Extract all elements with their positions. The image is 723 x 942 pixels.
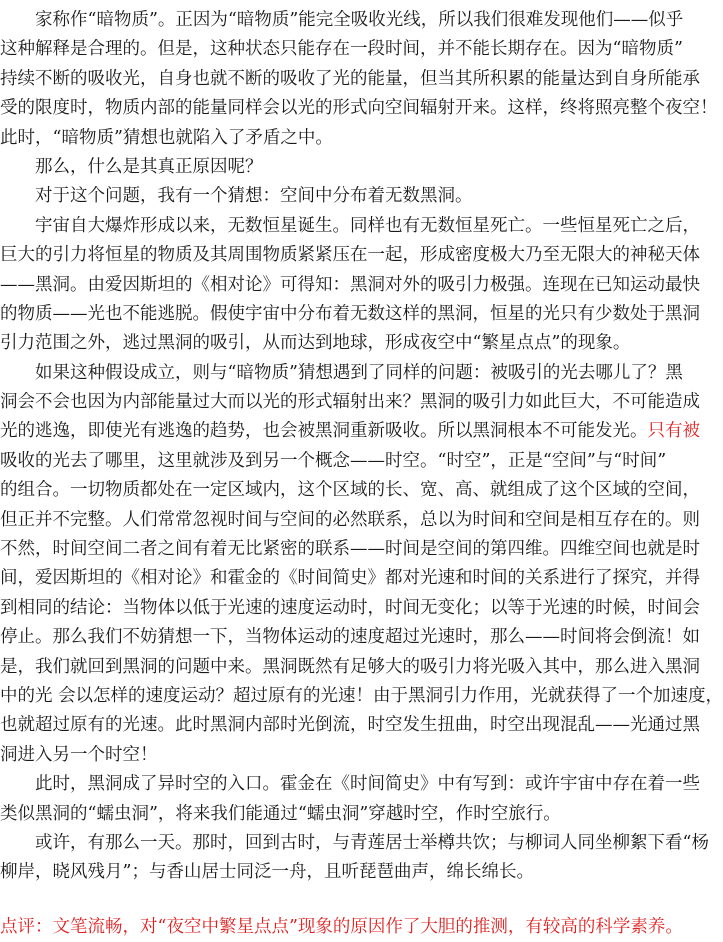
text-line: [0, 124, 643, 153]
text-line-content: 家称作“暗物质”。正因为“暗物质”能完全吸收光线，所以我们很难发现他们——似乎: [35, 10, 684, 30]
text-line-content: 间，爱因斯坦的《相对论》和霍金的《时间简史》都对光速和时间的关系进行了探究，并得: [0, 568, 700, 589]
text-line-content: 引力范围之外，逃过黑洞的吸引，从而达到地球，形成夜空中“繁星点点”的现象。: [0, 333, 631, 354]
text-line: [0, 623, 700, 652]
text-line-content: 不然，时间空间二者之间有着无比紧密的联系——时间是空间的第四维。四维空间也就是时: [0, 539, 700, 560]
text-line: [0, 359, 683, 388]
text-line-content: 中的光 会以怎样的速度运动？超过原有的光速！由于黑洞引力作用，光就获得了一个加速度，: [0, 685, 723, 706]
text-line-content: 洞进入另一个时空！: [0, 744, 158, 765]
text-line: [0, 770, 700, 799]
text-line-content: 巨大的引力将恒星的物质及其周围物质紧紧压在一起，形成密度极大乃至无限大的神秘天体: [0, 245, 700, 266]
text-line: [0, 506, 700, 535]
text-line-content: 是，我们就回到黑洞的问题中来。黑洞既然有足够大的吸引力将光吸入其中，那么进入黑洞: [0, 656, 700, 677]
text-line: [0, 388, 700, 417]
text-line-content: 光的逃逸，即使光有逃逸的趋势，也会被黑洞重新吸收。所以黑洞根本不可能发光。: [0, 421, 648, 442]
text-line: [0, 271, 700, 300]
text-line: [0, 858, 643, 887]
text-line: [0, 741, 643, 770]
text-line: [0, 212, 700, 241]
text-line-content: 此时，黑洞成了异时空的入口。霍金在《时间简史》中有写到：或许宇宙中存在着一些: [35, 774, 700, 795]
text-line: [0, 417, 700, 446]
text-line-content: 但正并不完整。人们常常忽视时间与空间的必然联系，总以为时间和空间是相互存在的。则: [0, 509, 700, 530]
teacher-comment: 点评：文笔流畅，对“夜空中繁星点点”现象的原因作了大胆的推测，有较高的科学素养。: [0, 917, 683, 937]
text-line: [0, 329, 643, 358]
text-line: [0, 829, 709, 858]
text-line: [0, 94, 718, 123]
text-line-content: 或许，有那么一天。那时，回到古时，与青莲居士举樽共饮；与柳词人同坐柳絮下看“杨: [35, 832, 709, 853]
text-line-content: 类似黑洞的“蠕虫洞”，将来我们能通过“蠕虫洞”穿越时空，作时空旅行。: [0, 803, 561, 824]
text-line: [0, 711, 700, 740]
text-line-content: 也就超过原有的光速。此时黑洞内部时光倒流，时空发生扭曲，时空出现混乱——光通过黑: [0, 715, 700, 736]
text-line-content: 柳岸，晓风残月”；与香山居士同泛一舟，且听琵琶曲声，绵长绵长。: [0, 862, 534, 883]
text-line: [0, 476, 700, 505]
text-line-content: 如果这种假设成立，则与“暗物质”猜想遇到了同样的问题：被吸引的光去哪儿了？黑: [35, 362, 683, 383]
text-line-content: 吸收的光去了哪里，这里就涉及到另一个概念——时空。“时空”，正是“空间”与“时间”: [0, 450, 667, 471]
text-line: [0, 65, 700, 94]
essay-body: [0, 6, 723, 888]
text-line-content: 到相同的结论：当物体以低于光速的速度运动时，时间无变化；以等于光速的时候，时间会: [0, 597, 700, 618]
highlighted-text: 只有被: [647, 421, 700, 442]
text-line-content: ——黑洞。由爱因斯坦的《相对论》可得知：黑洞对外的吸引力极强。连现在已知运动最快: [0, 274, 700, 295]
text-line: [0, 241, 700, 270]
text-line: [0, 653, 700, 682]
text-line: [0, 300, 700, 329]
text-line: [0, 182, 643, 211]
text-line: [0, 564, 700, 593]
text-line-content: 的物质——光也不能逃脱。假使宇宙中分布着无数这样的黑洞，恒星的光只有少数处于黑洞: [0, 303, 700, 324]
text-line-content: 持续不断的吸收光，自身也就不断的吸收了光的能量，但当其所积累的能量达到自身所能承: [0, 68, 700, 89]
text-line-content: 停止。那么我们不妨猜想一下，当物体运动的速度超过光速时，那么——时间将会倒流！如: [0, 627, 700, 648]
text-line: [0, 6, 684, 35]
text-line-content: 的组合。一切物质都处在一定区域内，这个区域的长、宽、高、就组成了这个区域的空间，: [0, 480, 700, 501]
text-line-content: 受的限度时，物质内部的能量同样会以光的形式向空间辐射开来。这样，终将照亮整个夜空！: [0, 98, 718, 119]
text-line: [0, 447, 667, 476]
text-line-content: 洞会不会也因为内部能量过大而以光的形式辐射出来？黑洞的吸引力如此巨大，不可能造成: [0, 392, 700, 413]
text-line-content: 那么，什么是其真正原因呢？: [35, 156, 263, 177]
text-line: [0, 153, 643, 182]
text-line-content: 宇宙自大爆炸形成以来，无数恒星诞生。同样也有无数恒星死亡。一些恒星死亡之后，: [35, 215, 700, 236]
text-line-content: 这种解释是合理的。但是，这种状态只能存在一段时间，并不能长期存在。因为“暗物质”: [0, 39, 683, 60]
text-line: [0, 535, 700, 564]
text-line: [0, 800, 643, 829]
text-line-content: 此时，“暗物质”猜想也就陷入了矛盾之中。: [0, 127, 333, 148]
text-line: [0, 682, 723, 711]
text-line: [0, 594, 700, 623]
text-line: [0, 35, 683, 64]
text-line-content: 对于这个问题，我有一个猜想：空间中分布着无数黑洞。: [35, 186, 473, 207]
